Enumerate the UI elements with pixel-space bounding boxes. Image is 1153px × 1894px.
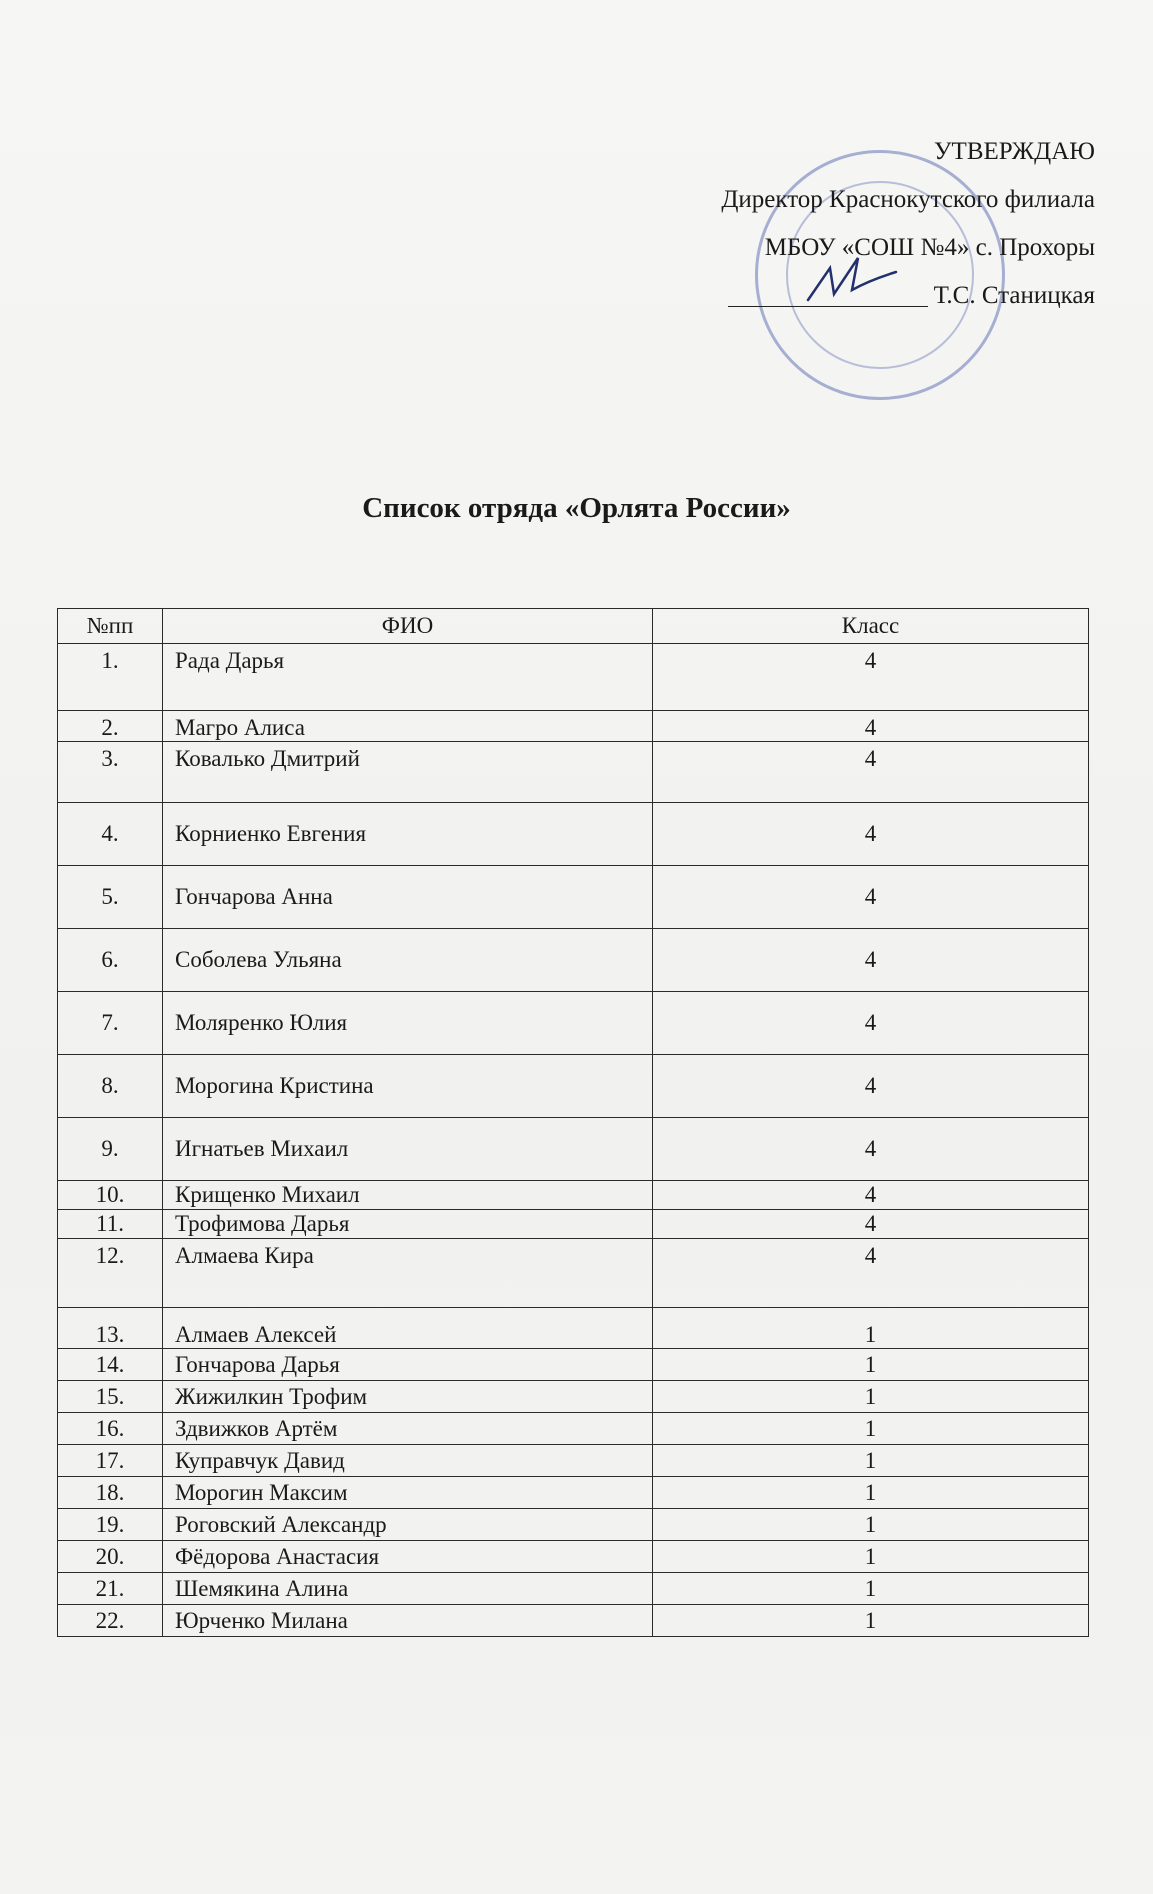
row-number: 20.	[58, 1541, 163, 1573]
row-name: Гончарова Анна	[163, 866, 653, 929]
header-name: ФИО	[163, 609, 653, 644]
row-class: 4	[653, 1118, 1089, 1181]
approval-school: МБОУ «СОШ №4» с. Прохоры	[764, 234, 1095, 261]
row-class: 4	[653, 1055, 1089, 1118]
approval-signature-line	[721, 272, 1095, 320]
row-class: 1	[653, 1445, 1089, 1477]
row-number: 9.	[58, 1118, 163, 1181]
row-number: 15.	[58, 1381, 163, 1413]
members-table	[57, 608, 1089, 1637]
row-number: 11.	[58, 1210, 163, 1239]
row-name: Алмаева Кира	[163, 1239, 653, 1308]
table-row	[58, 1308, 1089, 1349]
row-class: 1	[653, 1413, 1089, 1445]
table-header-row	[58, 609, 1089, 644]
row-class: 1	[653, 1477, 1089, 1509]
row-name: Фёдорова Анастасия	[163, 1541, 653, 1573]
row-name: Гончарова Дарья	[163, 1349, 653, 1381]
row-number: 5.	[58, 866, 163, 929]
header-class: Класс	[653, 609, 1089, 644]
row-number: 19.	[58, 1509, 163, 1541]
row-number: 3.	[58, 742, 163, 803]
row-class: 4	[653, 866, 1089, 929]
row-name: Здвижков Артём	[163, 1413, 653, 1445]
row-class: 1	[653, 1605, 1089, 1637]
row-number: 4.	[58, 803, 163, 866]
row-number: 16.	[58, 1413, 163, 1445]
row-number: 17.	[58, 1445, 163, 1477]
table-row	[58, 1413, 1089, 1445]
table-row	[58, 1118, 1089, 1181]
row-name: Юрченко Милана	[163, 1605, 653, 1637]
table-row	[58, 992, 1089, 1055]
row-number: 1.	[58, 644, 163, 711]
row-number: 10.	[58, 1181, 163, 1210]
row-class: 1	[653, 1509, 1089, 1541]
row-name: Ковалько Дмитрий	[163, 742, 653, 803]
row-name: Алмаев Алексей	[163, 1308, 653, 1349]
table-row	[58, 1381, 1089, 1413]
row-name: Соболева Ульяна	[163, 929, 653, 992]
row-class: 4	[653, 644, 1089, 711]
table-row	[58, 1509, 1089, 1541]
row-class: 4	[653, 711, 1089, 742]
table-row	[58, 1573, 1089, 1605]
row-name: Магро Алиса	[163, 711, 653, 742]
approval-block	[721, 128, 1095, 320]
row-class: 4	[653, 1239, 1089, 1308]
row-class: 4	[653, 1181, 1089, 1210]
row-number: 18.	[58, 1477, 163, 1509]
row-class: 1	[653, 1349, 1089, 1381]
row-name: Игнатьев Михаил	[163, 1118, 653, 1181]
table-row	[58, 1055, 1089, 1118]
row-class: 4	[653, 1210, 1089, 1239]
row-number: 2.	[58, 711, 163, 742]
row-name: Крищенко Михаил	[163, 1181, 653, 1210]
row-name: Шемякина Алина	[163, 1573, 653, 1605]
table-row	[58, 1349, 1089, 1381]
row-number: 21.	[58, 1573, 163, 1605]
row-number: 12.	[58, 1239, 163, 1308]
row-class: 4	[653, 803, 1089, 866]
row-name: Рада Дарья	[163, 644, 653, 711]
row-name: Морогин Максим	[163, 1477, 653, 1509]
row-name: Трофимова Дарья	[163, 1210, 653, 1239]
approval-heading: УТВЕРЖДАЮ	[933, 138, 1095, 165]
table-row	[58, 1239, 1089, 1308]
table-row	[58, 644, 1089, 711]
table-row	[58, 1210, 1089, 1239]
row-number: 7.	[58, 992, 163, 1055]
row-class: 4	[653, 992, 1089, 1055]
table-row	[58, 1477, 1089, 1509]
row-name: Роговский Александр	[163, 1509, 653, 1541]
table-row	[58, 929, 1089, 992]
table-row	[58, 711, 1089, 742]
row-class: 1	[653, 1381, 1089, 1413]
row-class: 1	[653, 1541, 1089, 1573]
document-title: Список отряда «Орлята России»	[362, 492, 791, 524]
row-number: 6.	[58, 929, 163, 992]
row-number: 13.	[58, 1308, 163, 1349]
table-row	[58, 1605, 1089, 1637]
row-class: 4	[653, 742, 1089, 803]
row-name: Жижилкин Трофим	[163, 1381, 653, 1413]
row-class: 4	[653, 929, 1089, 992]
row-name: Моляренко Юлия	[163, 992, 653, 1055]
table-row	[58, 803, 1089, 866]
approval-position: Директор Краснокутского филиала	[721, 186, 1095, 213]
signature-line	[728, 278, 928, 307]
row-class: 1	[653, 1308, 1089, 1349]
row-number: 8.	[58, 1055, 163, 1118]
table-row	[58, 1445, 1089, 1477]
table-row	[58, 866, 1089, 929]
row-name: Морогина Кристина	[163, 1055, 653, 1118]
row-number: 14.	[58, 1349, 163, 1381]
row-class: 1	[653, 1573, 1089, 1605]
row-name: Куправчук Давид	[163, 1445, 653, 1477]
header-number: №пп	[58, 609, 163, 644]
row-number: 22.	[58, 1605, 163, 1637]
approval-signatory: Т.С. Станицкая	[933, 282, 1095, 309]
table-row	[58, 1181, 1089, 1210]
table-row	[58, 1541, 1089, 1573]
row-name: Корниенко Евгения	[163, 803, 653, 866]
table-row	[58, 742, 1089, 803]
